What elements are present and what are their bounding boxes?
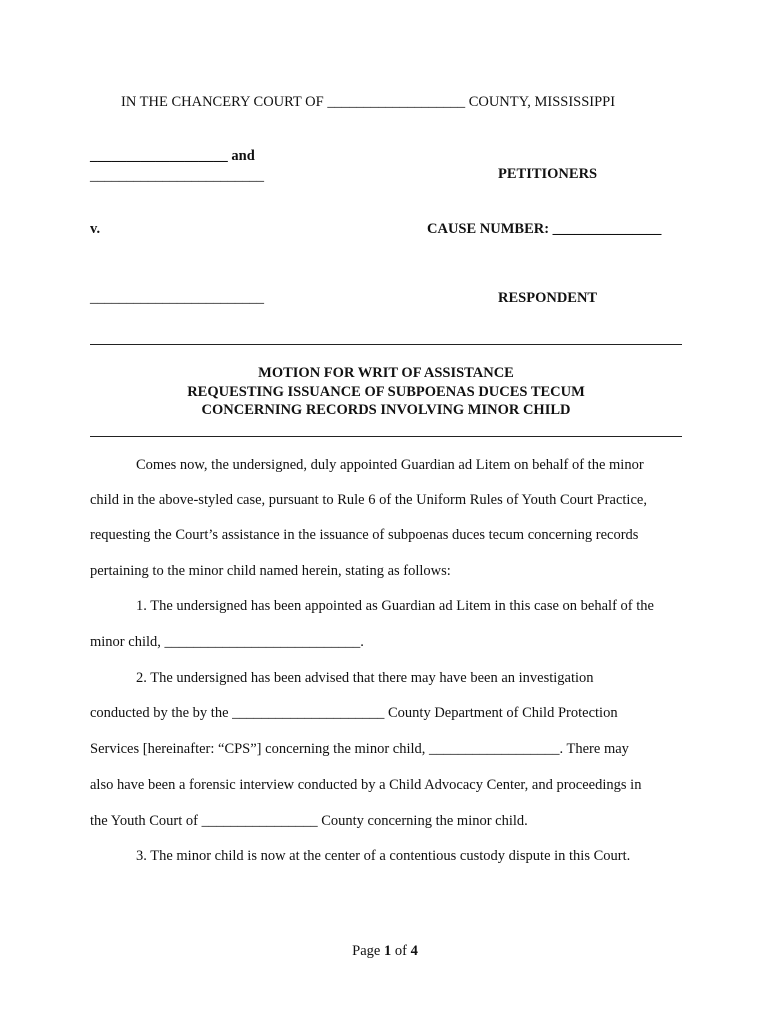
of-word: of <box>394 943 407 959</box>
paragraph-1-line-1: 1. The undersigned has been appointed as Guardian ad Litem in this case on behalf of the <box>136 598 654 614</box>
motion-title-line-3: CONCERNING RECORDS INVOLVING MINOR CHILD <box>201 402 571 418</box>
court-line: IN THE CHANCERY COURT OF ___________________ COUNTY, MISSISSIPPI <box>121 94 616 110</box>
respondent-line: ________________________ <box>90 290 264 306</box>
motion-title-line-2: REQUESTING ISSUANCE OF SUBPOENAS DUCES TECUM <box>187 383 585 400</box>
petitioners-label: PETITIONERS <box>498 166 598 182</box>
motion-title-line-1: MOTION FOR WRIT OF ASSISTANCE <box>258 365 514 381</box>
paragraph-3-line-1: 3. The minor child is now at the center of a contentious custody dispute in this Court. <box>136 848 631 864</box>
petitioner-line-2: ________________________ <box>90 168 264 184</box>
page-word: Page <box>352 943 381 959</box>
paragraph-2-line-4: also have been a forensic interview conducted by a Child Advocacy Center, and proceedings in <box>90 777 642 793</box>
motion-title <box>90 364 682 420</box>
paragraph-2-line-1: 2. The undersigned has been advised that there may have been an investigation <box>136 670 594 686</box>
cause-number: CAUSE NUMBER: _______________ <box>427 221 662 237</box>
paragraph-2-line-2: conducted by the by the _____________________ County Department of Child Protection <box>90 705 618 721</box>
petitioner-line-1: ___________________ and <box>90 148 255 164</box>
respondent-label: RESPONDENT <box>498 290 598 306</box>
bottom-divider <box>90 436 682 437</box>
paragraph-2-line-5: the Youth Court of ________________ County concerning the minor child. <box>90 813 528 829</box>
intro-line-1: Comes now, the undersigned, duly appointed Guardian ad Litem on behalf of the minor <box>136 457 644 473</box>
intro-line-4: pertaining to the minor child named herein, stating as follows: <box>90 563 451 579</box>
page-footer <box>0 943 770 960</box>
versus-label: v. <box>90 221 101 237</box>
paragraph-2-line-3: Services [hereinafter: “CPS”] concerning the minor child, __________________. There may <box>90 741 629 757</box>
paragraph-1-line-2: minor child, ___________________________. <box>90 634 364 650</box>
intro-line-2: child in the above-styled case, pursuant to Rule 6 of the Uniform Rules of Youth Court Practice, <box>90 492 647 508</box>
intro-line-3: requesting the Court’s assistance in the issuance of subpoenas duces tecum concerning records <box>90 527 639 543</box>
total-pages-number: 4 <box>410 943 418 959</box>
current-page-number: 1 <box>383 943 392 959</box>
top-divider <box>90 344 682 345</box>
